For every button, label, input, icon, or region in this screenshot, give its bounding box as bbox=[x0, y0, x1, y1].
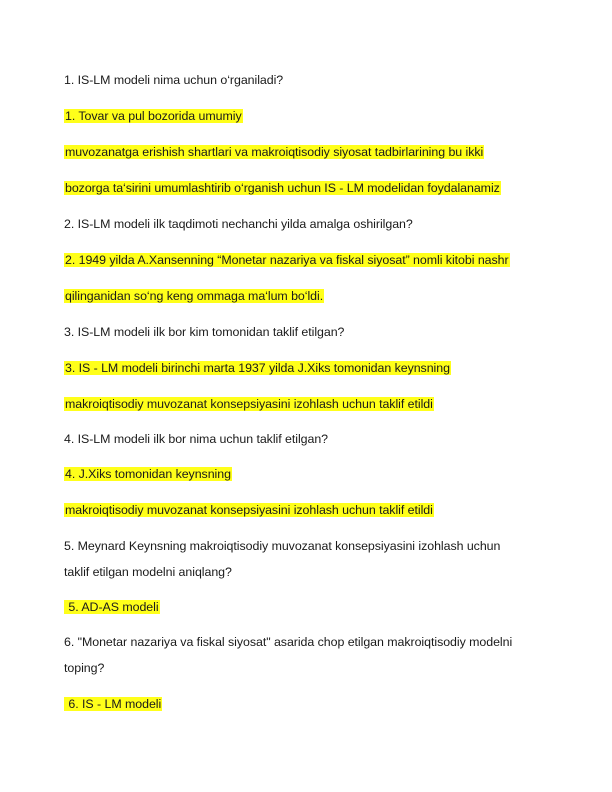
answer-1-line-1: 1. Tovar va pul bozorida umumiy bbox=[65, 109, 242, 123]
question-4: 4. IS-LM modeli ilk bor nima uchun taklif etilgan? bbox=[64, 432, 329, 446]
answer-3-line-1: 3. IS - LM modeli birinchi marta 1937 yilda J.Xiks tomonidan keynsning bbox=[65, 361, 450, 375]
question-6-line-1: 6. "Monetar nazariya va fiskal siyosat" asarida chop etilgan makroiqtisodiy modelni bbox=[64, 635, 513, 649]
answer-4-line-1: 4. J.Xiks tomonidan keynsning bbox=[65, 467, 231, 481]
question-5-line-1: 5. Meynard Keynsning makroiqtisodiy muvozanat konsepsiyasini izohlash uchun bbox=[64, 539, 501, 553]
question-2: 2. IS-LM modeli ilk taqdimoti nechanchi yilda amalga oshirilgan? bbox=[64, 217, 413, 231]
question-6-line-2: toping? bbox=[64, 661, 105, 675]
answer-4-line-2: makroiqtisodiy muvozanat konsepsiyasini izohlash uchun taklif etildi bbox=[65, 503, 433, 517]
question-3: 3. IS-LM modeli ilk bor kim tomonidan taklif etilgan? bbox=[64, 325, 345, 339]
answer-1-line-2: muvozanatga erishish shartlari va makroiqtisodiy siyosat tadbirlarining bu ikki bbox=[65, 145, 484, 159]
answer-5: 5. AD-AS modeli bbox=[65, 600, 159, 614]
answer-6: 6. IS - LM modeli bbox=[65, 697, 162, 711]
answer-1-line-3: bozorga ta‘sirini umumlashtirib o‘rganish uchun IS - LM modelidan foydalanamiz bbox=[65, 181, 500, 195]
question-1: 1. IS-LM modeli nima uchun o‘rganiladi? bbox=[64, 73, 284, 87]
question-5-line-2: taklif etilgan modelni aniqlang? bbox=[64, 565, 232, 579]
answer-3-line-2: makroiqtisodiy muvozanat konsepsiyasini izohlash uchun taklif etildi bbox=[65, 397, 433, 411]
answer-2-line-1: 2. 1949 yilda A.Xansenning “Monetar nazariya va fiskal siyosat” nomli kitobi nashr bbox=[65, 253, 509, 267]
answer-2-line-2: qilinganidan so‘ng keng ommaga ma‘lum bo‘ldi. bbox=[65, 289, 324, 303]
